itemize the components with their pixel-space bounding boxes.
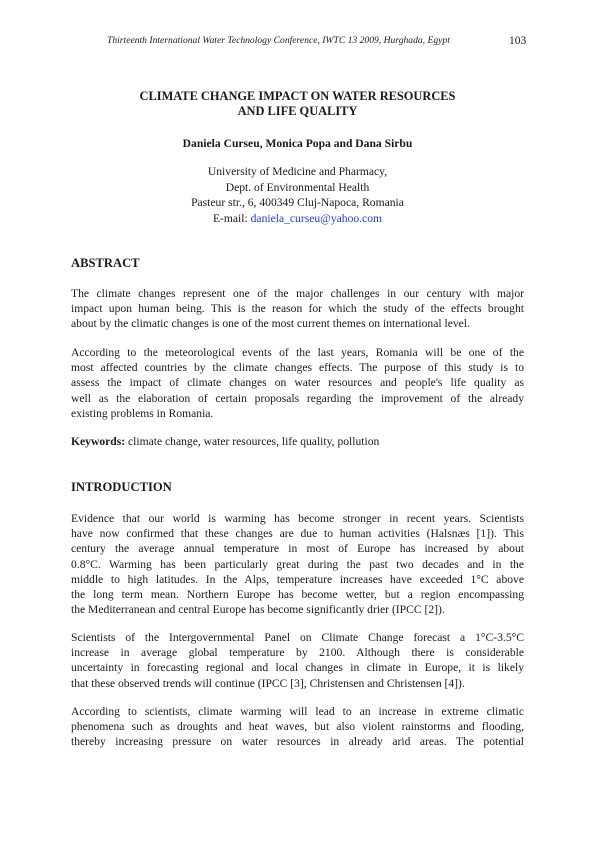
text-line: most affected countries by the climate changes effects. The purpose of this study is to (71, 361, 524, 375)
author-list: Daniela Curseu, Monica Popa and Dana Sirbu (182, 137, 413, 150)
affiliation-email (0, 211, 595, 227)
introduction-heading: INTRODUCTION (71, 480, 172, 494)
page-number: 103 (509, 35, 527, 47)
abstract-paragraph-1 (71, 286, 524, 332)
text-line: thereby increasing pressure on water resources in already arid areas. The potential (71, 735, 524, 749)
paper-title-line-1: CLIMATE CHANGE IMPACT ON WATER RESOURCES (139, 89, 456, 103)
text-line: century the average annual temperature in most of Europe has increased by about (71, 542, 524, 556)
text-line: increase in average global temperature by 2100. Although there is considerable (71, 646, 524, 660)
text-line: According to the meteorological events of the last years, Romania will be one of the (71, 346, 524, 359)
abstract-heading: ABSTRACT (71, 256, 140, 270)
text-line: 0.8°C. Warming has been particularly great during the past two decades and in the (71, 557, 524, 571)
affiliation-block (0, 164, 595, 226)
affiliation-line-1: University of Medicine and Pharmacy, (207, 165, 388, 178)
text-line: The climate changes represent one of the major challenges in our century with major (71, 287, 524, 300)
text-line: about by the climatic changes is one of the most current themes on international level. (71, 317, 470, 331)
text-line: Scientists of the Intergovernmental Panel on Climate Change forecast a 1°C-3.5°C (71, 631, 524, 644)
text-line: uncertainty in forecasting regional and local changes in climate in Europe, it is likely (71, 661, 524, 675)
text-line: existing problems in Romania. (71, 406, 214, 420)
text-line: the long term mean. Northern Europe has become wetter, but a region encompassing (71, 588, 524, 602)
keywords-line (71, 434, 524, 449)
keywords-values: climate change, water resources, life quality, pollution (125, 435, 380, 448)
introduction-paragraph-2 (71, 630, 524, 691)
text-line: the Mediterranean and central Europe has become significantly drier (IPCC [2]). (71, 603, 445, 617)
abstract-paragraph-2 (71, 345, 524, 421)
text-line: phenomena such as droughts and heat waves, but also violent rainstorms and flooding, (71, 720, 524, 734)
text-line: middle to high latitudes. In the Alps, temperature increases have exceeded 1°C above (71, 572, 524, 586)
text-line: According to scientists, climate warming will lead to an increase in extreme climatic (71, 705, 524, 718)
introduction-paragraph-3 (71, 704, 524, 750)
keywords-text (71, 434, 524, 449)
affiliation-line-2: Dept. of Environmental Health (225, 180, 370, 194)
introduction-paragraph-1 (71, 511, 524, 617)
running-header: Thirteenth International Water Technology Conference, IWTC 13 2009, Hurghada, Egypt (107, 35, 450, 46)
affiliation-line-3: Pasteur str., 6, 400349 Cluj-Napoca, Romania (191, 196, 404, 209)
email-label: E-mail: (212, 211, 251, 225)
text-line: well as the elaboration of certain proposals regarding the improvement of the already (71, 391, 524, 405)
keywords-label: Keywords: (71, 435, 126, 448)
paper-title (0, 89, 595, 119)
paper-title-line-2: AND LIFE QUALITY (237, 104, 358, 118)
text-line: impact upon human being. This is the reason for which the study of the effects brought (71, 302, 524, 316)
text-line: assess the impact of climate changes on water resources and people's life quality as (71, 376, 524, 390)
text-line: Evidence that our world is warming has become stronger in recent years. Scientists (71, 512, 524, 525)
email-link[interactable]: daniela_curseu@yahoo.com (250, 211, 383, 225)
text-line: that these observed trends will continue (IPCC [3], Christensen and Christensen [4]). (71, 676, 465, 690)
text-line: have now confirmed that these changes are due to human activities (Halsnæs [1]). This (71, 527, 524, 541)
